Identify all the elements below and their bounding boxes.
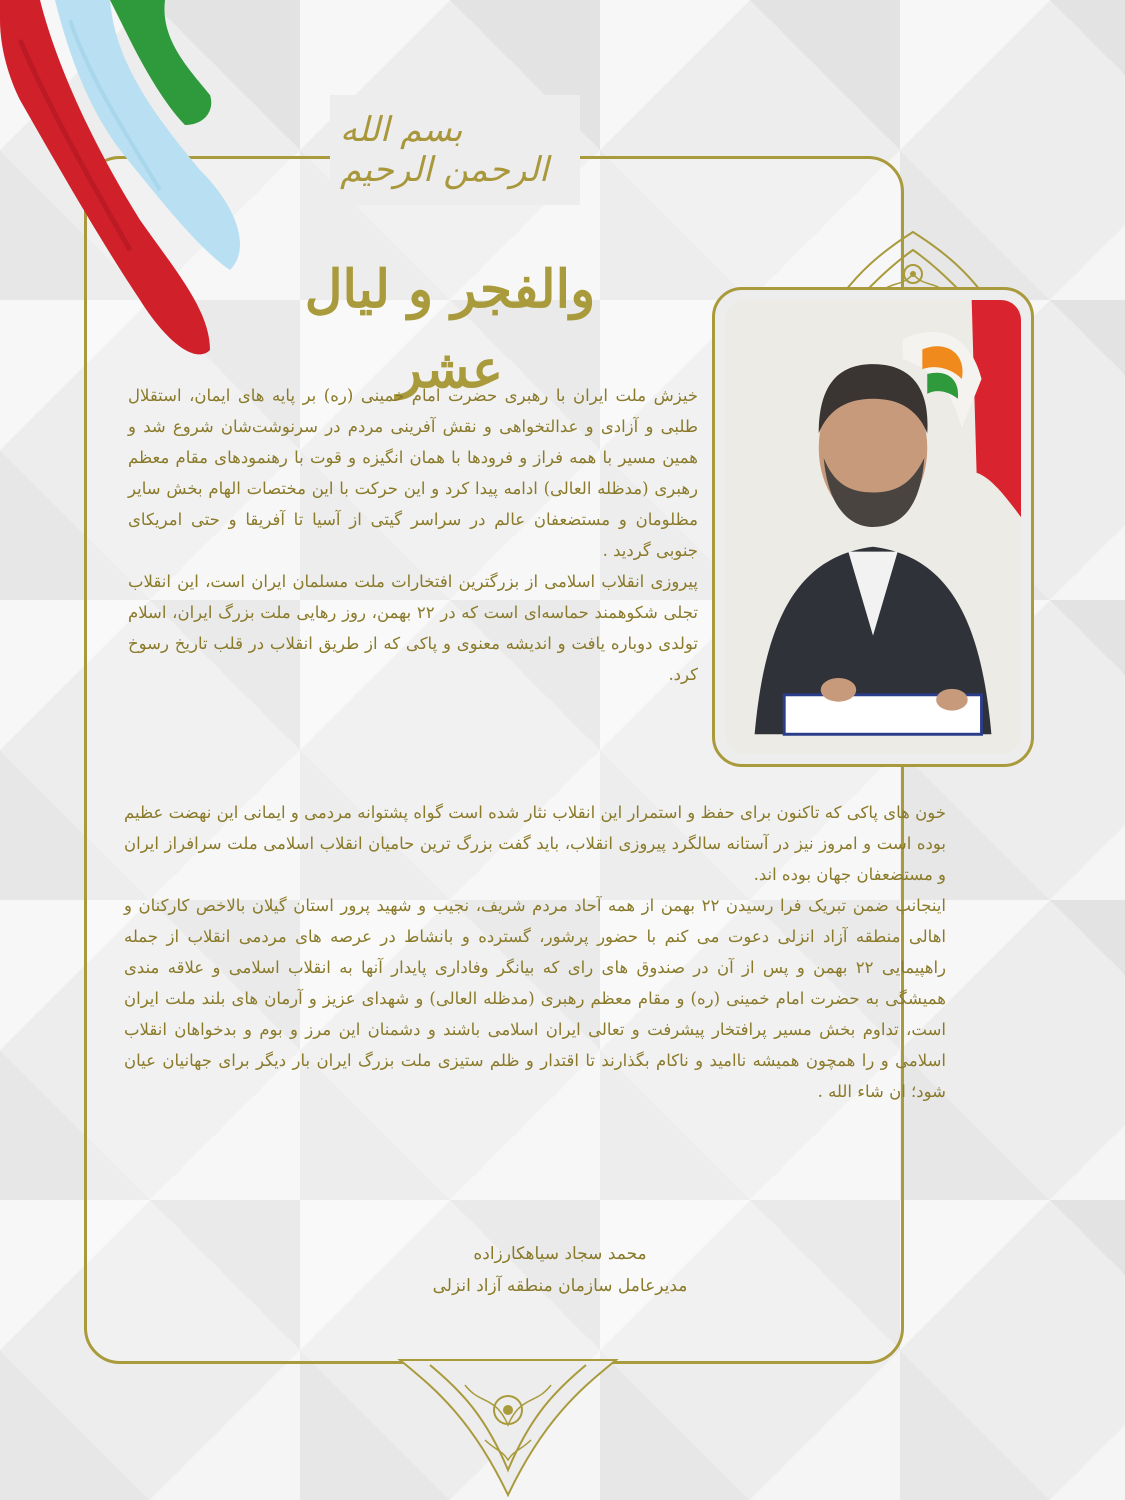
intro-text-block — [128, 380, 698, 690]
bismillah-calligraphy: بسم الله الرحمن الرحیم — [330, 95, 580, 205]
signature-block — [380, 1238, 740, 1302]
signer-position: مدیرعامل سازمان منطقه آزاد انزلی — [432, 1276, 688, 1296]
paragraph-1: خیزش ملت ایران با رهبری حضرت امام خمینی (ره) بر پایه های ایمان، استقلال طلبی و آزادی و عدالتخواهی و نقش آفرینی مردم در سرنوشت‌شان شروع شد و همین مسیر با همه فراز و فرودها با همان انگیزه و قوت با رهنمودهای مقام معظم رهبری (مدظله العالی) ادامه پیدا کرد و این حرکت با این مختصات الهام بخش سایر مظلومان و مستضعفان عالم در سراسر گیتی از آسیا تا آفریقا و حتی امریکای جنوبی گردید . — [128, 386, 698, 560]
bottom-ornament-icon — [390, 1355, 626, 1500]
paragraph-2: پیروزی انقلاب اسلامی از بزرگترین افتخارات ملت مسلمان ایران است، این انقلاب تجلی شکوهمند حماسه‌ای است که در ۲۲ بهمن، روز رهایی ملت بزرگ ایران، اسلام تولدی دوباره یافت و اندیشه معنوی و پاکی که از طریق انقلاب در قلب تاریخ رسوخ کرد. — [128, 572, 698, 684]
top-ornament-icon — [838, 224, 988, 296]
page-title: والفجر و لیال عشر — [304, 259, 596, 400]
flag-ribbons-illustration — [0, 0, 270, 380]
portrait-frame — [712, 287, 1034, 767]
signer-name: محمد سجاد سیاهکارزاده — [473, 1244, 647, 1264]
paragraph-4: اینجانب ضمن تبریک فرا رسیدن ۲۲ بهمن از همه آحاد مردم شریف، نجیب و شهید پرور استان گیلان بالاخص کارکنان و اهالی منطقه آزاد انزلی دعوت می کنم با حضور پرشور، گسترده و بانشاط در عرصه های مردمی انقلاب از جمله راهپیمایی ۲۲ بهمن و پس از آن در صندوق های رای که بیانگر وفاداری پایدار آنها به انقلاب اسلامی و علاقه مندی همیشگی به حضرت امام خمینی (ره) و مقام معظم رهبری (مدظله العالی) و شهدای عزیز و آرمان های بلند ملت ایران است، تداوم بخش مسیر پرافتخار پیشرفت و تعالی ایران اسلامی باشند و دشمنان این مرز و بوم و بدخواهان انقلاب اسلامی و را همچون همیشه ناامید و ناکام بگذارند تا اقتدار و ظلم ستیزی ملت بزرگ ایران بار دیگر برای جهانیان عیان شود؛ ان شاء الله . — [124, 896, 947, 1101]
portrait-photo — [725, 300, 1021, 754]
portrait-illustration — [725, 300, 1021, 754]
hand — [821, 678, 857, 702]
main-text-block — [124, 797, 946, 1107]
paragraph-3: خون های پاکی که تاکنون برای حفظ و استمرار این انقلاب نثار شده است گواه پشتوانه مردمی و ایمانی این نهضت عظیم بوده است و امروز نیز در آستانه سالگرد پیروزی انقلاب، باید گفت بزرگ ترین حامیان انقلاب اسلامی ملت سرافراز ایران و مستضعفان جهان بوده اند. — [124, 803, 946, 884]
